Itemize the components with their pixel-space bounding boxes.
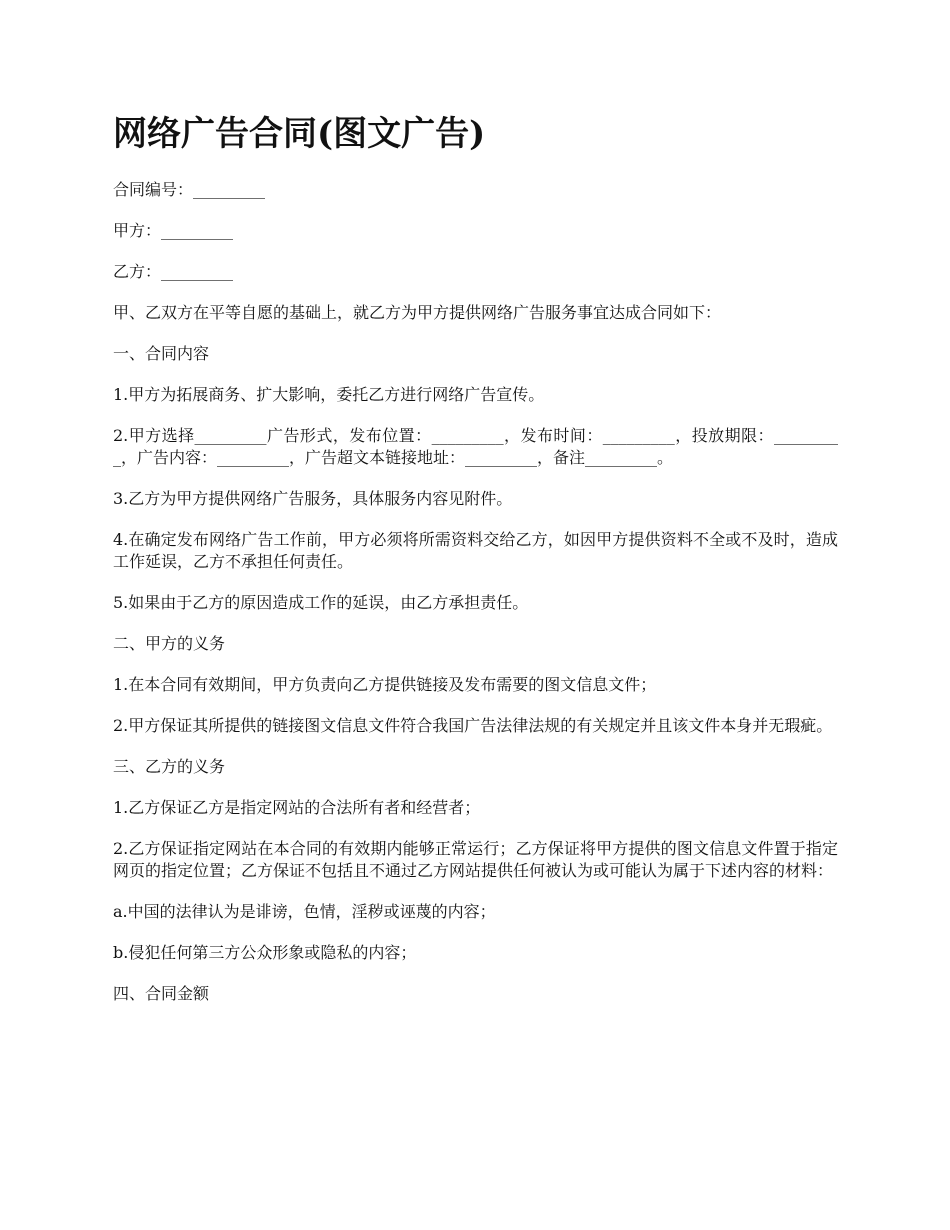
section-heading-contract-amount: 四、合同金额 xyxy=(113,984,210,1003)
contract-number: 合同编号：_________ xyxy=(113,180,266,199)
clause-3-2: 2.乙方保证指定网站在本合同的有效期内能够正常运行；乙方保证将甲方提供的图文信息文件置于指定网页的指定位置；乙方保证不包括且不通过乙方网站提供任何被认为或可能认为属于下述内容的材料： xyxy=(113,839,838,880)
clause-1-2: 2.甲方选择_________广告形式，发布位置：_________，发布时间：_________，投放期限：_________，广告内容：_________，广告超文本链接地址：_________，备注_________。 xyxy=(113,426,838,467)
clause-1-4: 4.在确定发布网络广告工作前，甲方必须将所需资料交给乙方，如因甲方提供资料不全或不及时，造成工作延误，乙方不承担任何责任。 xyxy=(113,530,838,571)
clause-1-1: 1.甲方为拓展商务、扩大影响，委托乙方进行网络广告宣传。 xyxy=(113,385,545,404)
preamble: 甲、乙双方在平等自愿的基础上，就乙方为甲方提供网络广告服务事宜达成合同如下： xyxy=(113,303,722,322)
section-heading-party-a-duties: 二、甲方的义务 xyxy=(113,634,226,653)
clause-1-3: 3.乙方为甲方提供网络广告服务，具体服务内容见附件。 xyxy=(113,489,513,508)
clause-2-2: 2.甲方保证其所提供的链接图文信息文件符合我国广告法律法规的有关规定并且该文件本身并无瑕疵。 xyxy=(113,716,833,735)
clause-2-1: 1.在本合同有效期间，甲方负责向乙方提供链接及发布需要的图文信息文件； xyxy=(113,675,657,694)
party-a: 甲方：_________ xyxy=(113,221,234,240)
clause-3-1: 1.乙方保证乙方是指定网站的合法所有者和经营者； xyxy=(113,798,481,817)
document-page xyxy=(113,110,838,1024)
section-heading-party-b-duties: 三、乙方的义务 xyxy=(113,757,226,776)
clause-3-2-a: a.中国的法律认为是诽谤，色情，淫秽或诬蔑的内容； xyxy=(113,902,496,921)
party-b: 乙方：_________ xyxy=(113,262,234,281)
clause-1-5: 5.如果由于乙方的原因造成工作的延误，由乙方承担责任。 xyxy=(113,593,529,612)
clause-3-2-b: b.侵犯任何第三方公众形象或隐私的内容； xyxy=(113,943,417,962)
section-heading-contract-content: 一、合同内容 xyxy=(113,344,210,363)
document-title: 网络广告合同(图文广告) xyxy=(113,114,486,154)
